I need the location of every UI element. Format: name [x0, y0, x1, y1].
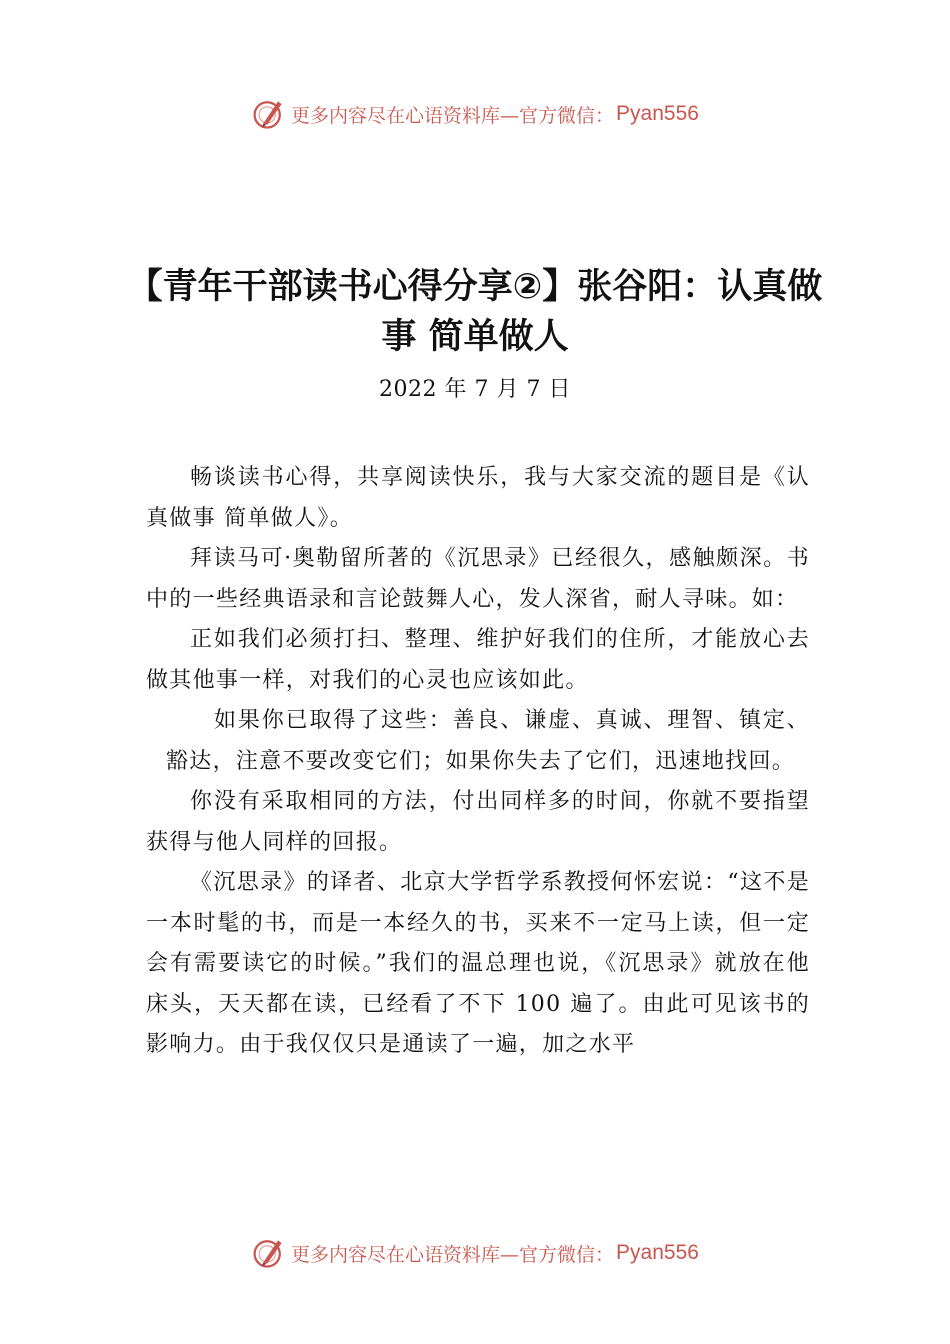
paragraph: 正如我们必须打扫、整理、维护好我们的住所，才能放心去做其他事一样，对我们的心灵也应该如此。	[146, 627, 810, 693]
footer-banner	[0, 1233, 950, 1273]
paragraph: 畅谈读书心得，共享阅读快乐，我与大家交流的题目是《认真做事 简单做人》。	[146, 465, 810, 531]
article-title: 【青年干部读书心得分享②】张谷阳：认真做事 简单做人	[127, 267, 823, 357]
paragraph: 《沉思录》的译者、北京大学哲学系教授何怀宏说：“这不是一本时髦的书，而是一本经久的书，买来不一定马上读，但一定会有需要读它的时候。”我们的温总理也说，《沉思录》就放在他床头，天天都在读，已经看了不下 100 遍了。由此可见该书的影响力。由于我仅仅只是通读了一遍，加之水平	[146, 870, 810, 1057]
paragraph: 如果你已取得了这些：善良、谦虚、真诚、理智、镇定、豁达，注意不要改变它们；如果你失去了它们，迅速地找回。	[166, 708, 810, 774]
paragraph: 拜读马可·奥勒留所著的《沉思录》已经很久，感触颇深。书中的一些经典语录和言论鼓舞人心，发人深省，耐人寻味。如：	[146, 546, 810, 612]
banner-wechat-id: Pyan556	[616, 102, 699, 125]
banner-text: 更多内容尽在心语资料库—官方微信：	[291, 1243, 615, 1266]
banner-text: 更多内容尽在心语资料库—官方微信：	[291, 104, 615, 127]
pen-logo-icon	[251, 96, 287, 132]
header-banner	[0, 94, 950, 134]
pen-logo-icon	[251, 1235, 287, 1271]
paragraph: 你没有采取相同的方法，付出同样多的时间，你就不要指望获得与他人同样的回报。	[146, 789, 810, 855]
article-body	[146, 458, 810, 1066]
banner-wechat-id: Pyan556	[616, 1241, 699, 1264]
article-date: 2022 年 7 月 7 日	[379, 377, 571, 402]
